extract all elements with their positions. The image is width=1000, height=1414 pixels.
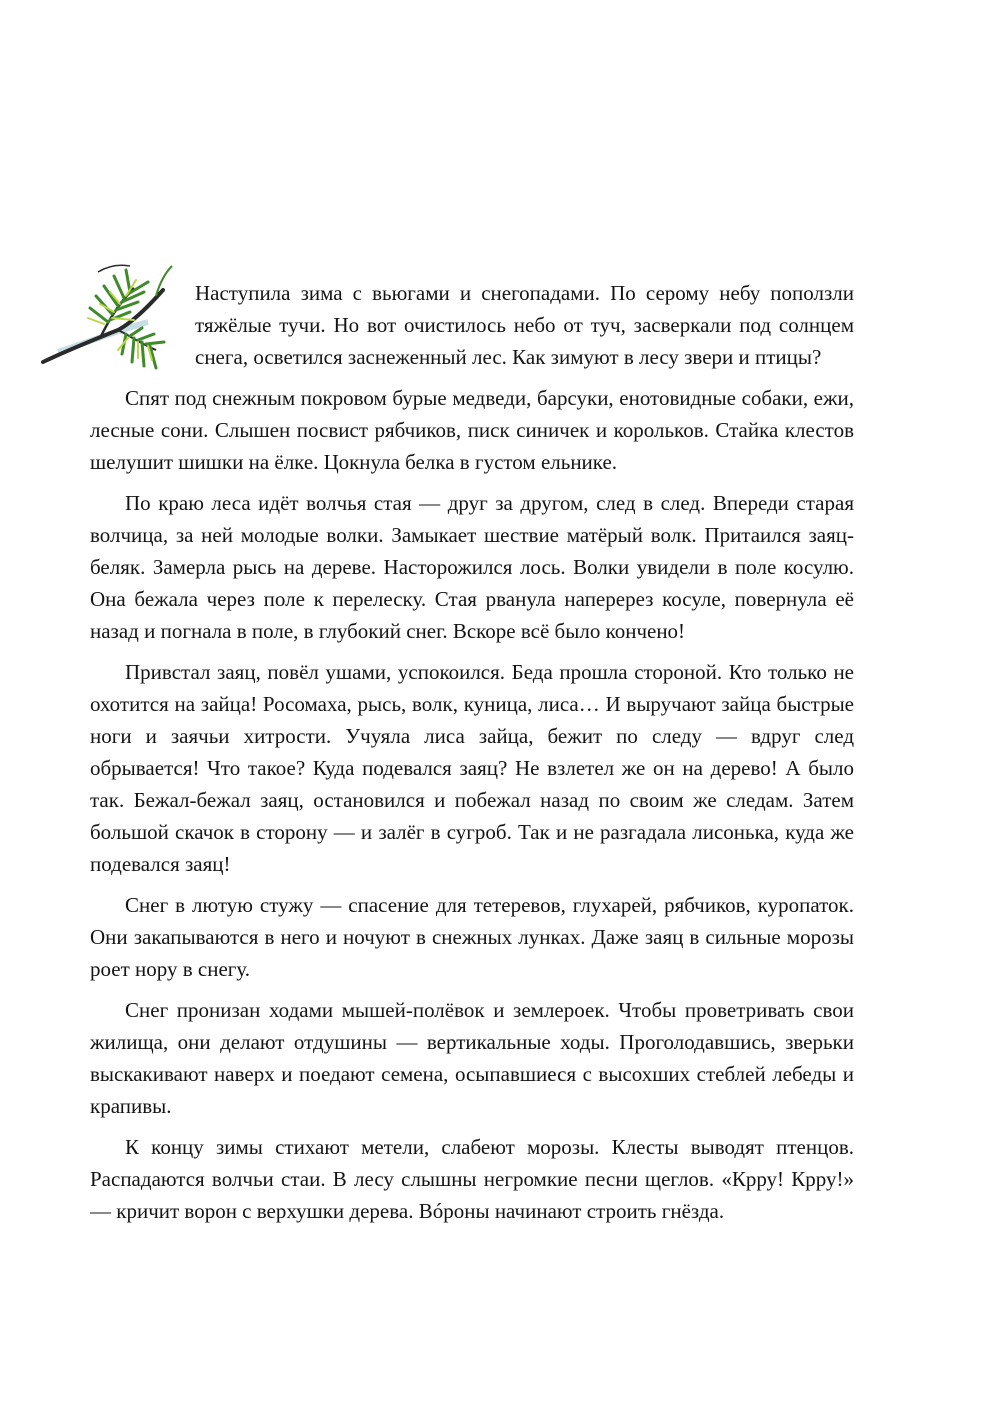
article-body [90, 277, 854, 1236]
paragraph: К концу зимы стихают метели, слабеют морозы. Клесты выводят птенцов. Распадаются волчьи стаи. В лесу слышны негромкие песни щеглов. «Крру! Крру!» — кричит ворон с верхушки дерева. Вóроны начинают строить гнёзда. [90, 1135, 854, 1223]
paragraph: По краю леса идёт волчья стая — друг за другом, след в след. Впереди старая волчица, за ней молодые волки. Замыкает шествие матёрый волк. Притаился заяц-беляк. Замерла рысь на дереве. Насторожился лось. Волки увидели в поле косулю. Она бежала через поле к перелеску. Стая рванула наперерез косуле, повернула её назад и погнала в поле, в глубокий снег. Вскоре всё было кончено! [90, 491, 854, 643]
paragraph: Снег пронизан ходами мышей-полёвок и землероек. Чтобы проветривать свои жилища, они делают отдушины — вертикальные ходы. Проголодавшись, зверьки выскакивают наверх и поедают семена, осыпавшиеся с высохших стеблей лебеды и крапивы. [90, 998, 854, 1118]
paragraph: Спят под снежным покровом бурые медведи, барсуки, енотовидные собаки, ежи, лесные сони. Слышен посвист рябчиков, писк синичек и корольков. Стайка клестов шелушит шишки на ёлке. Цокнула белка в густом ельнике. [90, 386, 854, 474]
paragraph: Снег в лютую стужу — спасение для тетеревов, глухарей, рябчиков, куропаток. Они закапываются в него и ночуют в снежных лунках. Даже заяц в сильные морозы роет нору в снегу. [90, 893, 854, 981]
paragraph: Привстал заяц, повёл ушами, успокоился. Беда прошла стороной. Кто только не охотится на зайца! Росомаха, рысь, волк, куница, лиса… И выручают зайца быстрые ноги и заячьи хитрости. Учуяла лиса зайца, бежит по следу — вдруг след обрывается! Что такое? Куда подевался заяц? Не взлетел же он на дерево! А было так. Бежал-бежал заяц, остановился и побежал назад по своим же следам. Затем большой скачок в сторону — и залёг в сугроб. Так и не разгадала лисонька, куда же подевался заяц! [90, 660, 854, 876]
paragraph: Наступила зима с вьюгами и снегопадами. По серому небу поползли тяжёлые тучи. Но вот очистилось небо от туч, засверкали под солнцем снега, осветился заснеженный лес. Как зимуют в лесу звери и птицы? [195, 281, 854, 369]
